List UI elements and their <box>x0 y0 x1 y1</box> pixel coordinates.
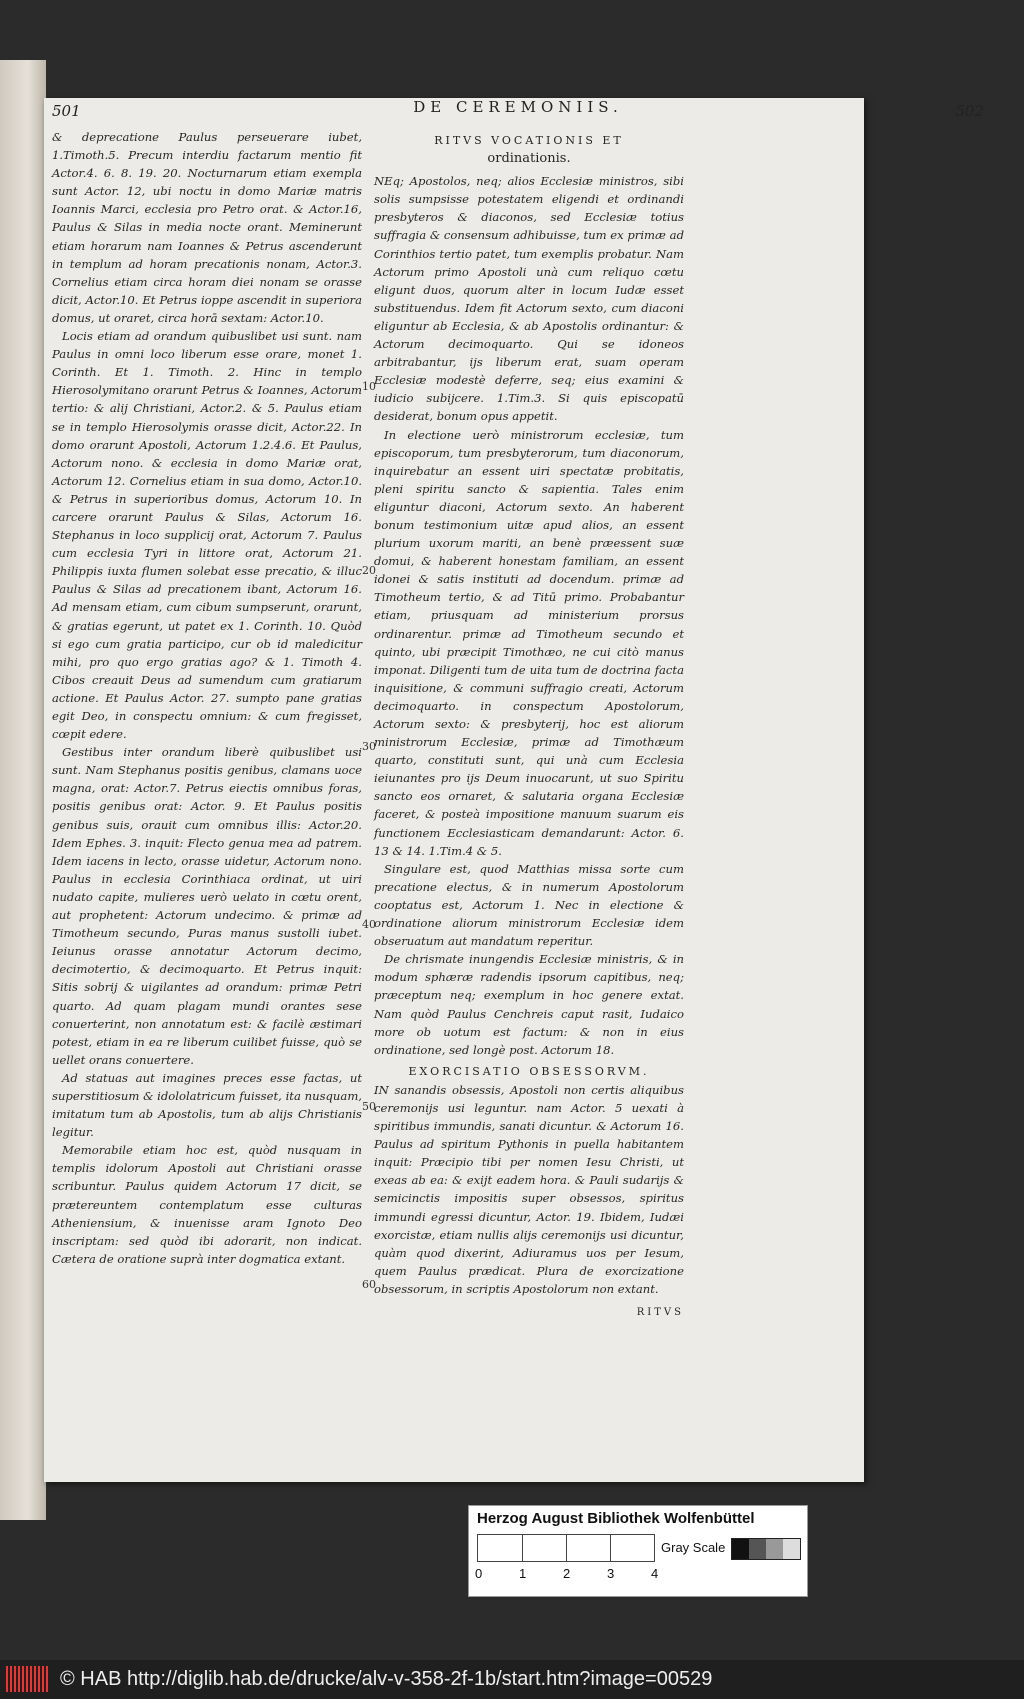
folio-right: 502 <box>955 102 984 120</box>
gray-scale-swatch <box>731 1538 801 1560</box>
scale-number: 1 <box>519 1566 527 1581</box>
page-header <box>52 98 984 126</box>
target-title: Herzog August Bibliothek Wolfenbüttel <box>477 1510 755 1527</box>
paragraph: Singulare est, quod Matthias missa sorte cum precatione electus, & in numerum Apostolorum cooptatus est, Actorum 1. Nec in electione & ordinatione aliorum ministrorum Ecclesiæ idem obseruatum aut mandatum reperitur. <box>374 861 684 949</box>
scale-number: 2 <box>563 1566 571 1581</box>
scale-number: 3 <box>607 1566 615 1581</box>
line-number: 20 <box>362 564 376 577</box>
catchword: RITVS <box>636 1307 684 1318</box>
paragraph: Locis etiam ad orandum quibuslibet usi sunt. nam Paulus in omni loco liberum esse orare, monet 1. Corinth. Et 1. Timoth. 2. Hinc in templo Hierosolymitano orarunt Petrus & Ioannes, Actorum tertio: & alij Christiani, Actor.2. & 5. Paulus etiam se in templo Hierosolymis orasse dicit, Actor.22. In domo orarunt Apostoli, Actorum 1.2.4.6. Et Paulus, Actorum nono. & ecclesia in domo Mariæ orat, Actorum 12. Cornelius etiam in sua domo, Actor.10. & Petrus in superioribus domus, Actorum 10. In carcere orarunt Paulus & Silas, Actorum 16. Stephanus in loco supplicij orat, Actorum 7. Paulus cum ecclesia Tyri in littore orat, Actorum 21. Philippis iuxta flumen solebat esse precatio, & illuc Paulus & Silas ad precationem ibant, Actorum 16. Ad mensam etiam, cum cibum sumpserunt, orarunt, & gratias egerunt, ut patet ex 1. Corinth. 10. Quòd si ego cum gratia participo, cur ob id maledicitur mihi, pro quo ergo gratias ago? & 1. Timoth 4. Cibos creauit Deus ad sumendum cum gratiarum actione. Et Paulus Actor. 27. sumpto pane gratias egit Deo, in conspectu omnium: & cum fregisset, cœpit edere. <box>52 329 362 742</box>
section-heading: EXORCISATIO OBSESSORVM. <box>408 1064 650 1078</box>
color-target-card <box>468 1505 808 1597</box>
paragraph: Memorabile etiam hoc est, quòd nusquam in templis idolorum Apostoli aut Christiani orasse scribuntur. Paulus quidem Actorum 17 dicit, se prætereuntem contemplatum esse culturas Atheniensium, & inuenisse aram Ignoto Deo inscriptam: sed quòd ibi adorarit, non indicat. Cætera de oratione suprà inter dogmatica extant. <box>52 1143 362 1266</box>
section-heading-sub: ordinationis. <box>487 151 571 167</box>
gray-scale-label: Gray Scale <box>661 1540 726 1555</box>
paragraph: & deprecatione Paulus perseuerare iubet, 1.Timoth.5. Precum interdiu factarum mentio fit Actor.4. 6. 8. 19. 20. Nocturnarum etiam exempla sunt Actor. 12, ubi noctu in domo Mariæ matris Ioannis Marci, ecclesia pro Petro orat. & Actor.16, Paulus & Silas in media nocte orant. Meminerunt etiam horarum nam Ioannes & Petrus ascenderunt in templum ad horam precationis nonam, Actor.3. Cornelius etiam circa horam diei nonam se orasse dicit, Actor.10. Et Petrus ioppe ascendit in superiora domus, ut oraret, circa horā sextam: Actor.10. <box>52 130 362 325</box>
line-number: 60 <box>362 1278 376 1291</box>
left-column <box>52 128 362 1268</box>
running-title: DE CEREMONIIS. <box>413 98 623 116</box>
right-column <box>374 128 684 1322</box>
footer-bar <box>0 1660 1024 1699</box>
line-number: 50 <box>362 1100 376 1113</box>
scale-number: 0 <box>475 1566 483 1581</box>
barcode-icon <box>6 1666 48 1692</box>
line-number: 40 <box>362 918 376 931</box>
footer-url[interactable]: © HAB http://diglib.hab.de/drucke/alv-v-358-2f-1b/start.htm?image=00529 <box>60 1668 713 1690</box>
adjacent-page-edge <box>0 60 46 1520</box>
scale-bar <box>477 1534 655 1562</box>
section-heading: RITVS VOCATIONIS ET <box>434 134 624 147</box>
scale-number: 4 <box>651 1566 659 1581</box>
folio-left: 501 <box>52 102 81 120</box>
line-number: 10 <box>362 380 376 393</box>
paragraph: In electione uerò ministrorum ecclesiæ, tum episcoporum, tum presbyterorum, tum diaconorum, inquirebatur an essent uiri spectatæ probitatis, pleni spiritu sancto & sapientia. Tales enim eliguntur diaconi, Actorum sexto. An haberent bonum testimonium uitæ apud alios, an essent plurium uxorum mariti, an benè præessent suæ domui, & haberent honestam familiam, an essent idonei & satis instituti ad docendum. primæ ad Timotheum tertio, & ad Titū primo. Probabantur etiam, priusquam ad ministerium prorsus ordinarentur. primæ ad Timotheum secundo et quinto, ubi præcipit Timothæo, ne cui citò manus imponat. Diligenti tum de uita tum de doctrina facta inquisitione, & communi suffragio creati, Actorum decimoquarto. in conspectum Apostolorum, Actorum sexto: & presbyterij, hoc est aliorum ministrorum Ecclesiæ, primæ ad Timothæum quarto, constituti sunt, qui unà cum Ecclesia ieiunantes pro ijs Deum inuocarunt, ut suo Spiritu sancto eos ornaret, & salutaria organa Ecclesiæ faceret, & posteà impositione manuum suarum eis functionem Ecclesiasticam demandarunt: Actor. 6. 13 & 14. 1.Tim.4 & 5. <box>374 427 684 858</box>
paragraph: IN sanandis obsessis, Apostoli non certis aliquibus ceremonijs usi leguntur. nam Actor. 5 uexati à spiritibus immundis, sanati dicuntur. & Actorum 16. Paulus ad spiritum Pythonis in puella habitantem inquit: Præcipio tibi per nomen Iesu Christi, ut exeas ab ea: & exijt eadem hora. & Pauli sudarijs & semicinctis impositis super obsessos, spiritus immundi egressi dicuntur, Actor. 19. Ibidem, Iudæi exorcistæ, etiam nullis alijs ceremonijs usi dicuntur, quàm quod dixerint, Adiuramus uos per Iesum, quem Paulus prædicat. Plura de exorcizatione obsessorum, in scriptis Apostolorum non extant. <box>374 1082 684 1296</box>
paragraph: Ad statuas aut imagines preces esse factas, ut superstitiosum & idololatricum fuisset, ita nusquam, imitatum tum ab Apostolis, tum ab alijs Christianis legitur. <box>52 1070 362 1140</box>
paragraph: De chrismate inungendis Ecclesiæ ministris, & in modum sphæræ radendis ipsorum capitibus, neq; præceptum neq; exemplum in hoc genere extat. Nam quòd Paulus Cenchreis caput rasit, Iudaico more ob uotum est factum: & non in eius ordinatione, sed longè post. Actorum 18. <box>374 952 684 1057</box>
paragraph: Gestibus inter orandum liberè quibuslibet usi sunt. Nam Stephanus positis genibus, clamans uoce magna, orat: Actor.7. Petrus eiectis omnibus foras, positis genibus orat: Actor. 9. Et Paulus positis genibus suis, orauit cum omnibus illis: Actor.20. Idem Ephes. 3. inquit: Flecto genua mea ad patrem. Idem iacens in lecto, orasse uidetur, Actorum nono. Paulus in ecclesia Corinthiaca ordinat, ut uiri nudato capite, mulieres uerò uelato in cœtu orent, aut prophetent: Actorum undecimo. & primæ ad Timotheum secundo, Puras manus sustolli iubet. Ieiunus orasse annotatur Actorum decimo, decimotertio, & decimoquarto. Et Petrus inquit: Sitis sobrij & uigilantes ad orandum: primæ Petri quarto. Ad quam plagam mundi orantes sese conuerterint, non annotatum est: & facilè æstimari potest, etiam in ea re liberum cuilibet fuisse, quò se uellet orans conuertere. <box>52 745 362 1067</box>
line-number: 30 <box>362 740 376 753</box>
paragraph: NEq; Apostolos, neq; alios Ecclesiæ ministros, sibi solis sumpsisse potestatem eligendi et ordinandi presbyteros & diaconos, sed Ecclesiæ totius suffragia & consensum adhibuisse, tum ex primæ ad Corinthios tertio patet, tum exemplis probatur. Nam Actorum primo Apostoli unà cum reliquo cœtu eligunt duos, quorum alter in locum Iudæ esset substituendus. Idem fit Actorum sexto, cum diaconi eliguntur ab Ecclesia, & ab Apostolis ordinantur: & Actorum decimoquarto. Qui se idoneos arbitrabantur, ijs liberum erat, suam operam Ecclesiæ modestè deferre, seq; eius examini & iudicio subijcere. 1.Tim.3. Si quis episcopatū desiderat, bonum opus appetit. <box>374 174 684 424</box>
